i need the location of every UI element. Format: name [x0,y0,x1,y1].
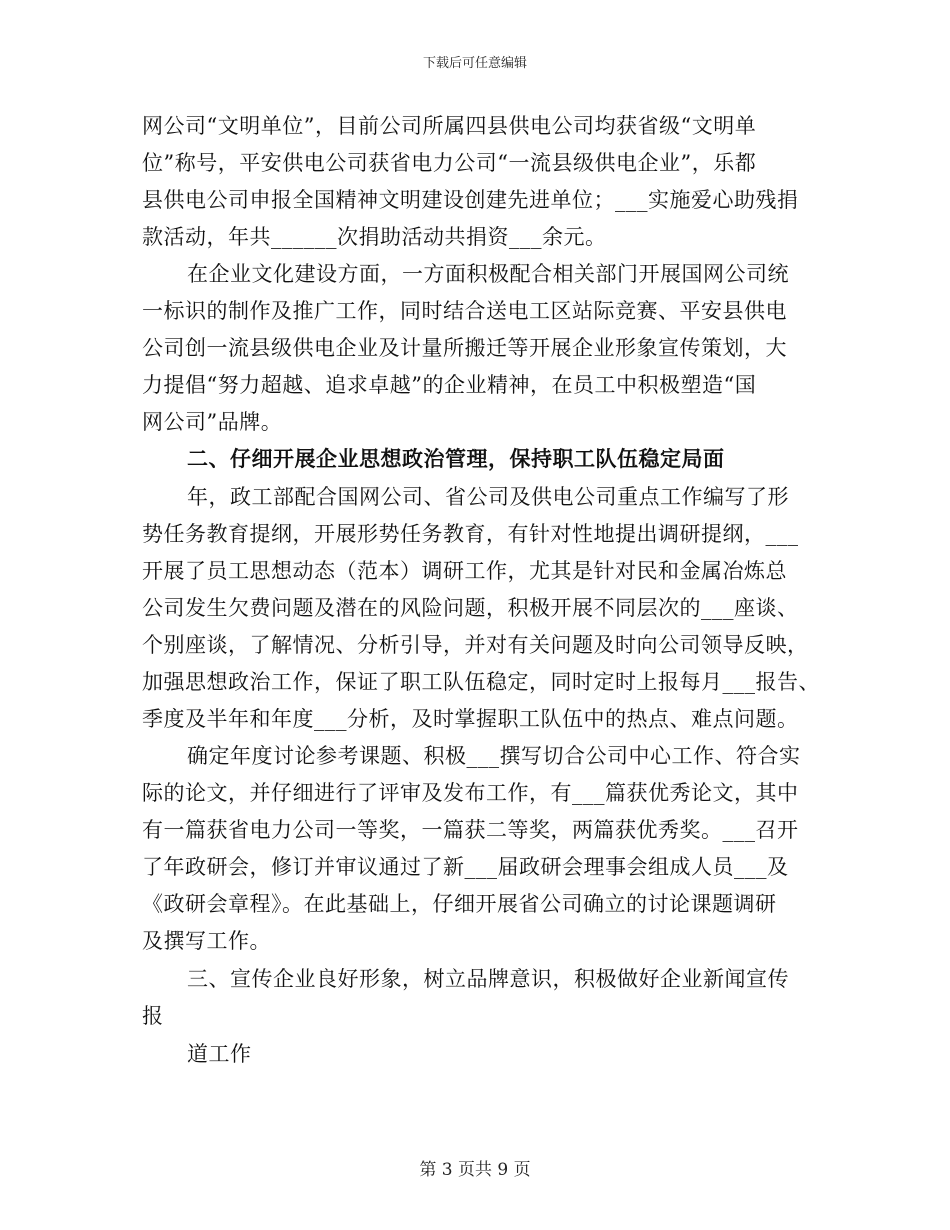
body-line: 公司发生欠费问题及潜在的风险问题，积极开展不同层次的___座谈、 [142,596,799,620]
body-line: 款活动，年共______次捐助活动共捐资___余元。 [142,225,607,249]
body-line: 际的论文，并仔细进行了评审及发布工作，有___篇获优秀论文，其中 [142,781,799,805]
body-line: 季度及半年和年度___分析，及时掌握职工队伍中的热点、难点问题。 [142,707,799,731]
body-line: 个别座谈，了解情况、分析引导，并对有关问题及时向公司领导反映， [142,633,809,657]
page-footer: 第 3 页共 9 页 [419,1160,531,1180]
section-heading-3: 三、宣传企业良好形象，树立品牌意识，积极做好企业新闻宣传 [187,967,789,991]
paragraph-start-line: 确定年度讨论参考课题、积极___撰写切合公司中心工作、符合实 [187,744,801,768]
section-heading-3-wrap: 道工作 [187,1042,252,1066]
body-line: 了年政研会，修订并审议通过了新___届政研会理事会组成人员___及 [142,855,789,879]
paragraph-start-line: 在企业文化建设方面，一方面积极配合相关部门开展国网公司统 [187,262,789,286]
body-line: 公司创一流县级供电企业及计量所搬迁等开展企业形象宣传策划，大 [142,336,787,360]
section-heading-3-wrap: 报 [142,1004,164,1028]
body-line: 有一篇获省电力公司一等奖，一篇获二等奖，两篇获优秀奖。___召开 [142,818,799,842]
body-line: 力提倡“努力超越、追求卓越”的企业精神，在员工中积极塑造“国 [142,373,757,397]
section-heading-2: 二、仔细开展企业思想政治管理，保持职工队伍稳定局面 [187,446,725,471]
body-line: 加强思想政治工作，保证了职工队伍稳定，同时定时上报每月___报告、 [142,670,820,694]
body-line: 位”称号，平安供电公司获省电力公司“一流县级供电企业”，乐都 [142,151,757,175]
body-line: 网公司“文明单位”，目前公司所属四县供电公司均获省级“文明单 [142,114,757,138]
body-line: 开展了员工思想动态（范本）调研工作，尤其是针对民和金属冶炼总 [142,559,787,583]
paragraph-start-line: 年，政工部配合国网公司、省公司及供电公司重点工作编写了形 [187,485,789,509]
body-line: 网公司”品牌。 [142,410,283,434]
body-line: 及撰写工作。 [142,929,271,953]
body-line: 势任务教育提纲，开展形势任务教育，有针对性地提出调研提纲，___ [142,522,799,546]
body-line: 《政研会章程》。在此基础上，仔细开展省公司确立的讨论课题调研 [142,892,777,916]
body-line: 县供电公司申报全国精神文明建设创建先进单位；___实施爱心助残捐 [142,188,799,212]
page-header: 下载后可任意编辑 [422,56,527,71]
body-line: 一标识的制作及推广工作，同时结合送电工区站际竞赛、平安县供电 [142,299,787,323]
